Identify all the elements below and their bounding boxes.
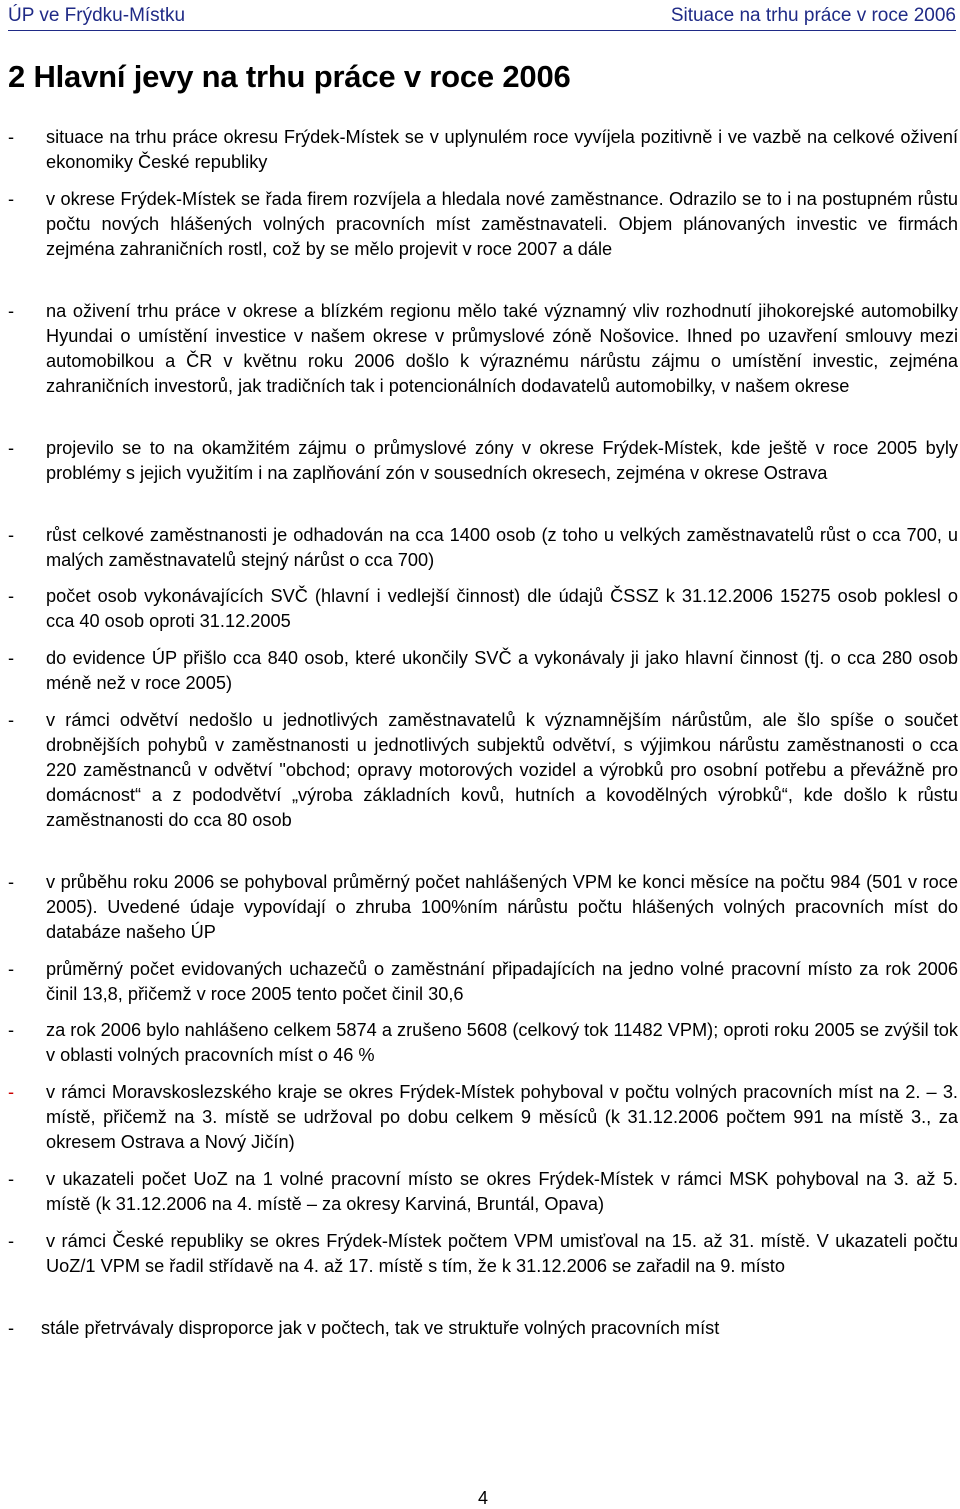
bullet-dash: - [8,189,15,209]
bullet-item-12 [8,1080,958,1155]
page-number: 4 [477,1488,488,1508]
bullet-text: stále přetrvávaly disproporce jak v počtech, tak ve struktuře volných pracovních míst [41,1318,720,1338]
chapter-title: 2 Hlavní jevy na trhu práce v roce 2006 [8,59,571,94]
bullet-text: na oživení trhu práce v okrese a blízkém regionu mělo také významný vliv rozhodnutí jihokorejské automobilky Hyundai o umístění investice v našem okrese v průmyslové zóně Nošovice. Ihned po uzavření smlouvy mezi automobilkou a ČR v květnu roku 2006 došlo k výraznému nárůstu zájmu o umístění investic, zejména zahraničních investorů, jak tradičních tak i potencionálních dodavatelů automobilky, v našem okrese [46,301,958,396]
bullet-item-14 [8,1229,958,1279]
bullet-text: počet osob vykonávajících SVČ (hlavní i vedlejší činnost) dle údajů ČSSZ k 31.12.2006 15275 osob poklesl o cca 40 osob oproti 31.12.2005 [46,586,958,631]
bullet-item-4 [8,436,958,486]
bullet-item-11 [8,1018,958,1068]
bullet-dash: - [8,1231,15,1251]
bullet-text: situace na trhu práce okresu Frýdek-Místek se v uplynulém roce vyvíjela pozitivně i ve vazbě na celkové oživení ekonomiky České republiky [46,127,958,172]
bullet-text: do evidence ÚP přišlo cca 840 osob, které ukončily SVČ a vykonávaly ji jako hlavní činnost (tj. o cca 280 osob méně než v roce 2005) [46,648,958,693]
bullet-item-10 [8,957,958,1007]
bullet-item-5 [8,523,958,573]
bullet-text: v ukazateli počet UoZ na 1 volné pracovní místo se okres Frýdek-Místek v rámci MSK pohyboval na 3. až 5. místě (k 31.12.2006 na 4. místě – za okresy Karviná, Bruntál, Opava) [46,1169,958,1214]
bullet-dash: - [8,438,15,458]
bullet-dash: - [8,1169,15,1189]
bullet-item-7 [8,646,958,696]
bullet-text: projevilo se to na okamžitém zájmu o průmyslové zóny v okrese Frýdek-Místek, kde ještě v roce 2005 byly problémy s jejich využitím i na zaplňování zón v sousedních okresech, zejména v okrese Ostrava [46,438,958,483]
bullet-dash: - [8,525,15,545]
bullet-item-8 [8,708,958,833]
bullet-item-6 [8,584,958,634]
bullet-text: v okrese Frýdek-Místek se řada firem rozvíjela a hledala nové zaměstnance. Odrazilo se to i na postupném růstu počtu nových hlášených volných pracovních míst zaměstnavateli. Objem plánovaných investic ve firmách zejména zahraničních rostl, což by se mělo projevit v roce 2007 a dále [46,189,958,259]
bullet-dash: - [8,1082,15,1102]
bullet-item-9 [8,870,958,945]
header-office-name: ÚP ve Frýdku-Místku [8,5,186,26]
bullet-dash: - [8,710,15,730]
header-section-title: Situace na trhu práce v roce 2006 [670,5,956,26]
bullet-item-2 [8,187,958,262]
bullet-text: průměrný počet evidovaných uchazečů o zaměstnání připadajících na jedno volné pracovní místo za rok 2006 činil 13,8, přičemž v roce 2005 tento počet činil 30,6 [46,959,958,1004]
bullet-dash: - [8,959,15,979]
bullet-dash: - [8,586,15,606]
bullet-dash: - [8,301,15,321]
bullet-text: růst celkové zaměstnanosti je odhadován na cca 1400 osob (z toho u velkých zaměstnavatelů růst o cca 700, u malých zaměstnavatelů stejný nárůst o cca 700) [46,525,958,570]
bullet-item-1 [8,125,958,175]
bullet-item-13 [8,1167,958,1217]
bullet-dash: - [8,1020,15,1040]
bullet-text: v rámci České republiky se okres Frýdek-Místek počtem VPM umisťoval na 15. až 31. místě. V ukazateli počtu UoZ/1 VPM se řadil střídavě na 4. až 17. místě s tím, že k 31.12.2006 se zařadil na 9. místo [46,1231,958,1276]
header-divider [8,30,956,31]
bullet-item-3 [8,299,958,399]
bullet-item-15 [8,1316,958,1341]
bullet-text: v průběhu roku 2006 se pohyboval průměrný počet nahlášených VPM ke konci měsíce na počtu 984 (501 v roce 2005). Uvedené údaje vypovídají o zhruba 100%ním nárůstu počtu hlášených volných pracovních míst do databáze našeho ÚP [46,872,958,942]
bullet-dash: - [8,872,15,892]
bullet-dash: - [8,127,15,147]
bullet-text: za rok 2006 bylo nahlášeno celkem 5874 a zrušeno 5608 (celkový tok 11482 VPM); oproti roku 2005 se zvýšil tok v oblasti volných pracovních míst o 46 % [46,1020,958,1065]
bullet-text: v rámci odvětví nedošlo u jednotlivých zaměstnavatelů k významnějším nárůstům, ale šlo spíše o součet drobnějších pohybů v zaměstnanosti u jednotlivých subjektů odvětví, s výjimkou nárůstu zaměstnanosti o cca 220 zaměstnanců v odvětví "obchod; opravy motorových vozidel a výrobků pro osobní potřebu a převážně pro domácnost“ a z pododvětví „výroba základních kovů, hutních a kovodělných výrobků“, kde došlo k růstu zaměstnanosti do cca 80 osob [46,710,958,830]
bullet-text: v rámci Moravskoslezského kraje se okres Frýdek-Místek pohyboval v počtu volných pracovních míst na 2. – 3. místě, přičemž na 3. místě se udržoval po dobu celkem 9 měsíců (k 31.12.2006 počtem 991 na místě 3., za okresem Ostrava a Nový Jičín) [46,1082,958,1152]
bullet-dash: - [8,648,15,668]
bullet-dash: - [8,1318,15,1338]
